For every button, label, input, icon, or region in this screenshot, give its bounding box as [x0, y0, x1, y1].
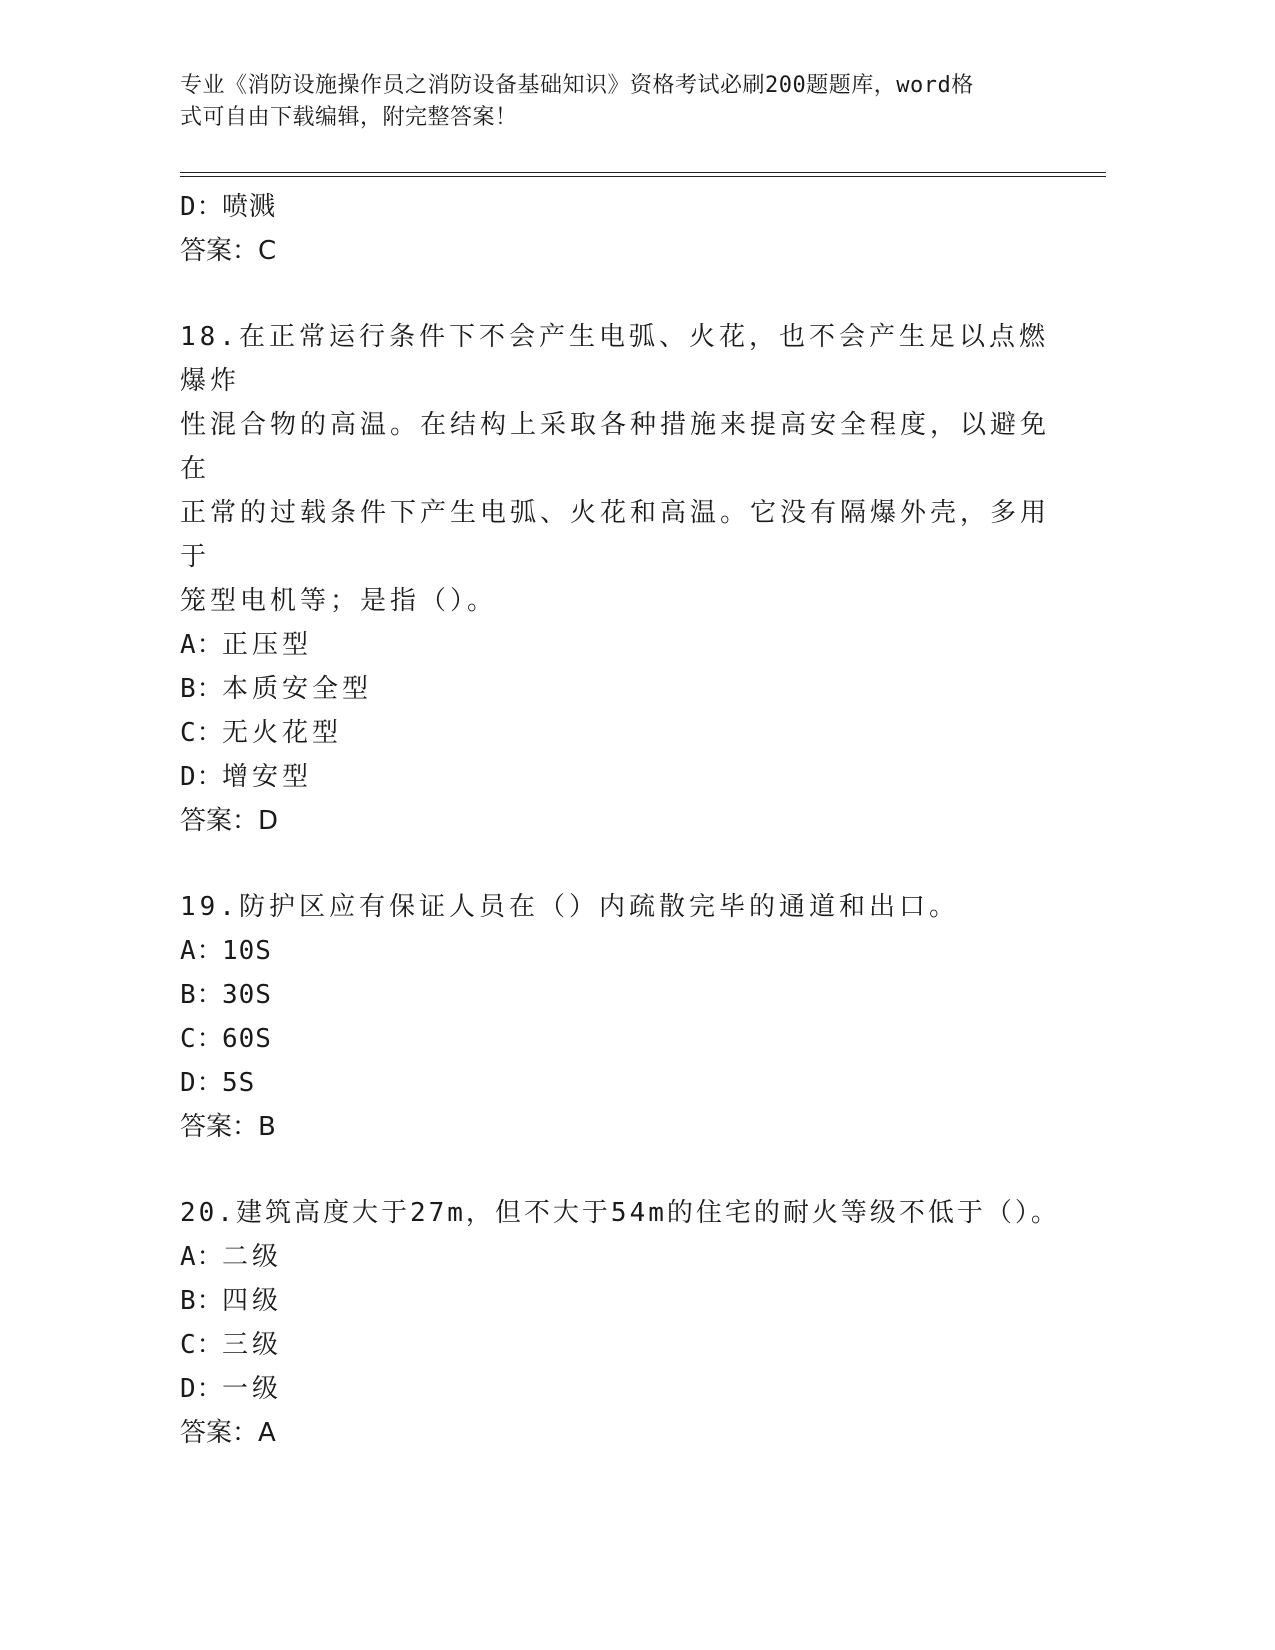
question-18 [180, 315, 1060, 843]
header-line-1: 专业《消防设施操作员之消防设备基础知识》资格考试必刷200题题库，word格 [180, 73, 974, 98]
option-d [180, 755, 1060, 799]
option-text: 增安型 [222, 762, 313, 792]
option-text: 无火花型 [222, 718, 343, 748]
option-a [180, 1235, 1060, 1279]
question-text-line: 性混合物的高温。在结构上采取各种措施来提高安全程度，以避免在 [180, 410, 1051, 484]
question-20 [180, 1191, 1060, 1455]
header-divider-top [180, 172, 1106, 173]
option-c [180, 1323, 1060, 1367]
option-label: B： [180, 674, 224, 704]
header-line-2: 式可自由下载编辑，附完整答案！ [180, 105, 518, 130]
answer-line: 答案：D [180, 806, 279, 836]
option-a [180, 929, 1060, 973]
answer-line: 答案：A [180, 1418, 276, 1448]
question-text-line: 笼型电机等；是指（）。 [180, 586, 498, 616]
option-text: 一级 [222, 1374, 283, 1404]
option-b [180, 973, 1060, 1017]
option-label: C： [180, 718, 224, 748]
option-text: 30S [222, 980, 272, 1010]
option-text: 本质安全型 [222, 674, 373, 704]
question-text [180, 1191, 1060, 1235]
option-text: 5S [222, 1068, 256, 1098]
option-label: A： [180, 1242, 224, 1272]
option-label: A： [180, 936, 224, 966]
option-label: C： [180, 1330, 224, 1360]
option-label: D： [180, 192, 224, 222]
option-text: 正压型 [222, 630, 313, 660]
option-label: D： [180, 762, 224, 792]
document-header [180, 70, 1060, 134]
question-text [180, 315, 1060, 623]
option-text: 三级 [222, 1330, 283, 1360]
option-text: 四级 [222, 1286, 283, 1316]
option-label: B： [180, 980, 224, 1010]
option-b [180, 667, 1060, 711]
answer-line: 答案：B [180, 1112, 276, 1142]
option-text: 10S [222, 936, 272, 966]
option-text: 喷溅 [222, 192, 277, 222]
option-b [180, 1279, 1060, 1323]
header-divider-bottom [180, 176, 1106, 177]
question-text-line: 20.建筑高度大于27m，但不大于54m的住宅的耐火等级不低于（）。 [180, 1198, 1060, 1228]
option-d [180, 1367, 1060, 1411]
option-c [180, 1017, 1060, 1061]
option-label: D： [180, 1068, 224, 1098]
option-label: A： [180, 630, 224, 660]
option-d [180, 1061, 1060, 1105]
question-list [180, 185, 1060, 1455]
option-label: C： [180, 1024, 224, 1054]
question-text-line: 19.防护区应有保证人员在（）内疏散完毕的通道和出口。 [180, 892, 959, 922]
option-a [180, 623, 1060, 667]
question-text [180, 885, 1060, 929]
question-19 [180, 885, 1060, 1149]
option-d [180, 185, 1060, 229]
question-text-line: 18.在正常运行条件下不会产生电弧、火花，也不会产生足以点燃爆炸 [180, 322, 1049, 396]
question-text-line: 正常的过载条件下产生电弧、火花和高温。它没有隔爆外壳，多用于 [180, 498, 1051, 572]
option-label: D： [180, 1374, 224, 1404]
option-text: 60S [222, 1024, 272, 1054]
option-c [180, 711, 1060, 755]
option-text: 二级 [222, 1242, 283, 1272]
option-label: B： [180, 1286, 224, 1316]
answer-line: 答案：C [180, 236, 277, 266]
